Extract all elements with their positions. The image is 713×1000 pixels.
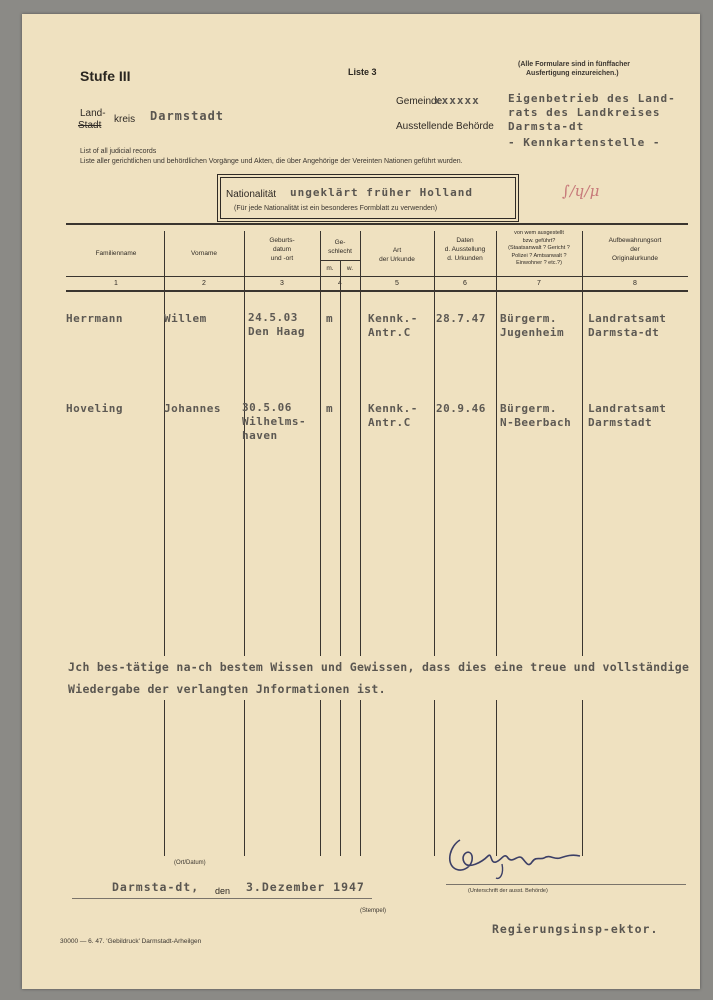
header-aufbewahrungsort: Aufbewahrungsort der Originalurkunde xyxy=(608,237,662,262)
col-num-5: 5 xyxy=(395,280,399,287)
row2-birth: 30.5.06 Wilhelms- haven xyxy=(242,401,307,442)
col-rule-4a xyxy=(340,260,341,856)
signature-label: (Unterschrift der ausst. Behörde) xyxy=(468,888,548,894)
row1-family-name: Herrmann xyxy=(66,312,123,325)
copies-note-line2: Ausfertigung einzureichen.) xyxy=(526,70,619,77)
header-ausgestellt: von wem ausgestellt bzw. geführt? (Staatsanwalt ? Gericht ? Polizei ? Amtsanwalt ? Einwohner ? etc.?) xyxy=(508,230,570,266)
stadt-struck: Stadt xyxy=(78,120,102,131)
col-rule-4 xyxy=(360,231,361,856)
issuer-line2: rats des Landkreises xyxy=(508,106,661,119)
col-num-1: 1 xyxy=(114,280,118,287)
ort-datum-label: (Ort/Datum) xyxy=(174,860,206,866)
list-number: Liste 3 xyxy=(348,67,377,77)
col-num-2: 2 xyxy=(202,280,206,287)
nationality-box xyxy=(217,174,519,222)
col-rule-7 xyxy=(582,231,583,856)
header-geburtsdatum: Geburts- datum und -ort xyxy=(269,237,295,262)
signature-line xyxy=(446,884,686,885)
header-art-urkunde: Art der Urkunde xyxy=(379,247,415,263)
row2-first-name: Johannes xyxy=(164,402,221,415)
footer-den: den xyxy=(215,886,231,896)
table-top-rule xyxy=(66,223,688,225)
copies-note-line1: (Alle Formulare sind in fünffacher xyxy=(518,61,631,68)
signer-title: Regierungsinsp-ektor. xyxy=(492,922,659,936)
row2-family-name: Hoveling xyxy=(66,402,123,415)
declaration-text: Jch bes-tätige na-ch bestem Wissen und Gewissen, dass dies eine treue und vollständige Wiedergabe der verlangten Jnformationen ist. xyxy=(66,656,694,700)
col-num-7: 7 xyxy=(537,280,541,287)
signature-mark xyxy=(442,832,602,882)
issuer-label: Ausstellende Behörde xyxy=(396,121,494,132)
row1-issued-by: Bürgerm. Jugenheim xyxy=(500,312,565,339)
red-initials-mark: ∫/ɥ/μ xyxy=(562,182,600,200)
records-english: List of all judicial records xyxy=(80,148,157,155)
stamp-label: (Stempel) xyxy=(360,908,387,914)
col-rule-5 xyxy=(434,231,435,856)
nationality-note: (Für jede Nationalität ist ein besonderes Formblatt zu verwenden) xyxy=(234,205,438,212)
col-rule-2 xyxy=(244,231,245,856)
landkreis-suffix: kreis xyxy=(114,114,136,125)
footer-place: Darmsta-dt, xyxy=(112,880,200,894)
row1-first-name: Willem xyxy=(164,312,207,325)
row2-date: 20.9.46 xyxy=(436,402,486,415)
nationality-value: ungeklärt früher Holland xyxy=(290,186,473,199)
header-vorname: Vorname xyxy=(190,250,218,257)
col-rule-6 xyxy=(496,231,497,856)
date-line xyxy=(72,898,372,899)
landkreis-prefix: Land- xyxy=(80,108,106,119)
header-geschlecht: Ge- schlecht xyxy=(328,239,352,255)
gemeinde-label: Gemeinde xyxy=(396,96,443,107)
row2-storage: Landratsamt Darmstadt xyxy=(588,402,667,429)
header-daten: Daten d. Ausstellung d. Urkunden xyxy=(444,237,486,262)
col-rule-3 xyxy=(320,231,321,856)
row2-sex: m xyxy=(326,402,334,415)
issuer-line3: Darmsta-dt xyxy=(508,120,585,133)
print-note: 30000 — 6. 47. 'Gebildruck' Darmstadt-Arheilgen xyxy=(60,938,202,945)
col-num-6: 6 xyxy=(463,280,467,287)
gemeinde-overtype: xxxxxx xyxy=(434,94,480,107)
header-familienname: Familienname xyxy=(95,250,137,257)
row2-issued-by: Bürgerm. N-Beerbach xyxy=(500,402,572,429)
header-geschlecht-m: m. xyxy=(326,265,334,272)
row1-doc-type: Kennk.- Antr.C xyxy=(368,312,418,339)
records-german: Liste aller gerichtlichen und behördlichen Vorgänge und Akten, die über Angehörige der Vereinten Nationen geführt wurden. xyxy=(80,158,463,165)
row1-birth: 24.5.03 Den Haag xyxy=(248,311,305,338)
row2-doc-type: Kennk.- Antr.C xyxy=(368,402,418,429)
document-page xyxy=(22,14,700,989)
footer-date: 3.Dezember 1947 xyxy=(246,880,365,894)
nationality-label: Nationalität xyxy=(226,189,277,200)
col-num-3: 3 xyxy=(280,280,284,287)
row1-storage: Landratsamt Darmsta-dt xyxy=(588,312,667,339)
row1-sex: m xyxy=(326,312,334,325)
row1-date: 28.7.47 xyxy=(436,312,486,325)
col-num-8: 8 xyxy=(633,280,637,287)
issuer-line4: - Kennkartenstelle - xyxy=(508,136,661,149)
stage-title: Stufe III xyxy=(80,68,131,84)
issuer-line1: Eigenbetrieb des Land- xyxy=(508,92,676,105)
header-geschlecht-w: w. xyxy=(346,265,354,272)
landkreis-value: Darmstadt xyxy=(150,109,225,123)
